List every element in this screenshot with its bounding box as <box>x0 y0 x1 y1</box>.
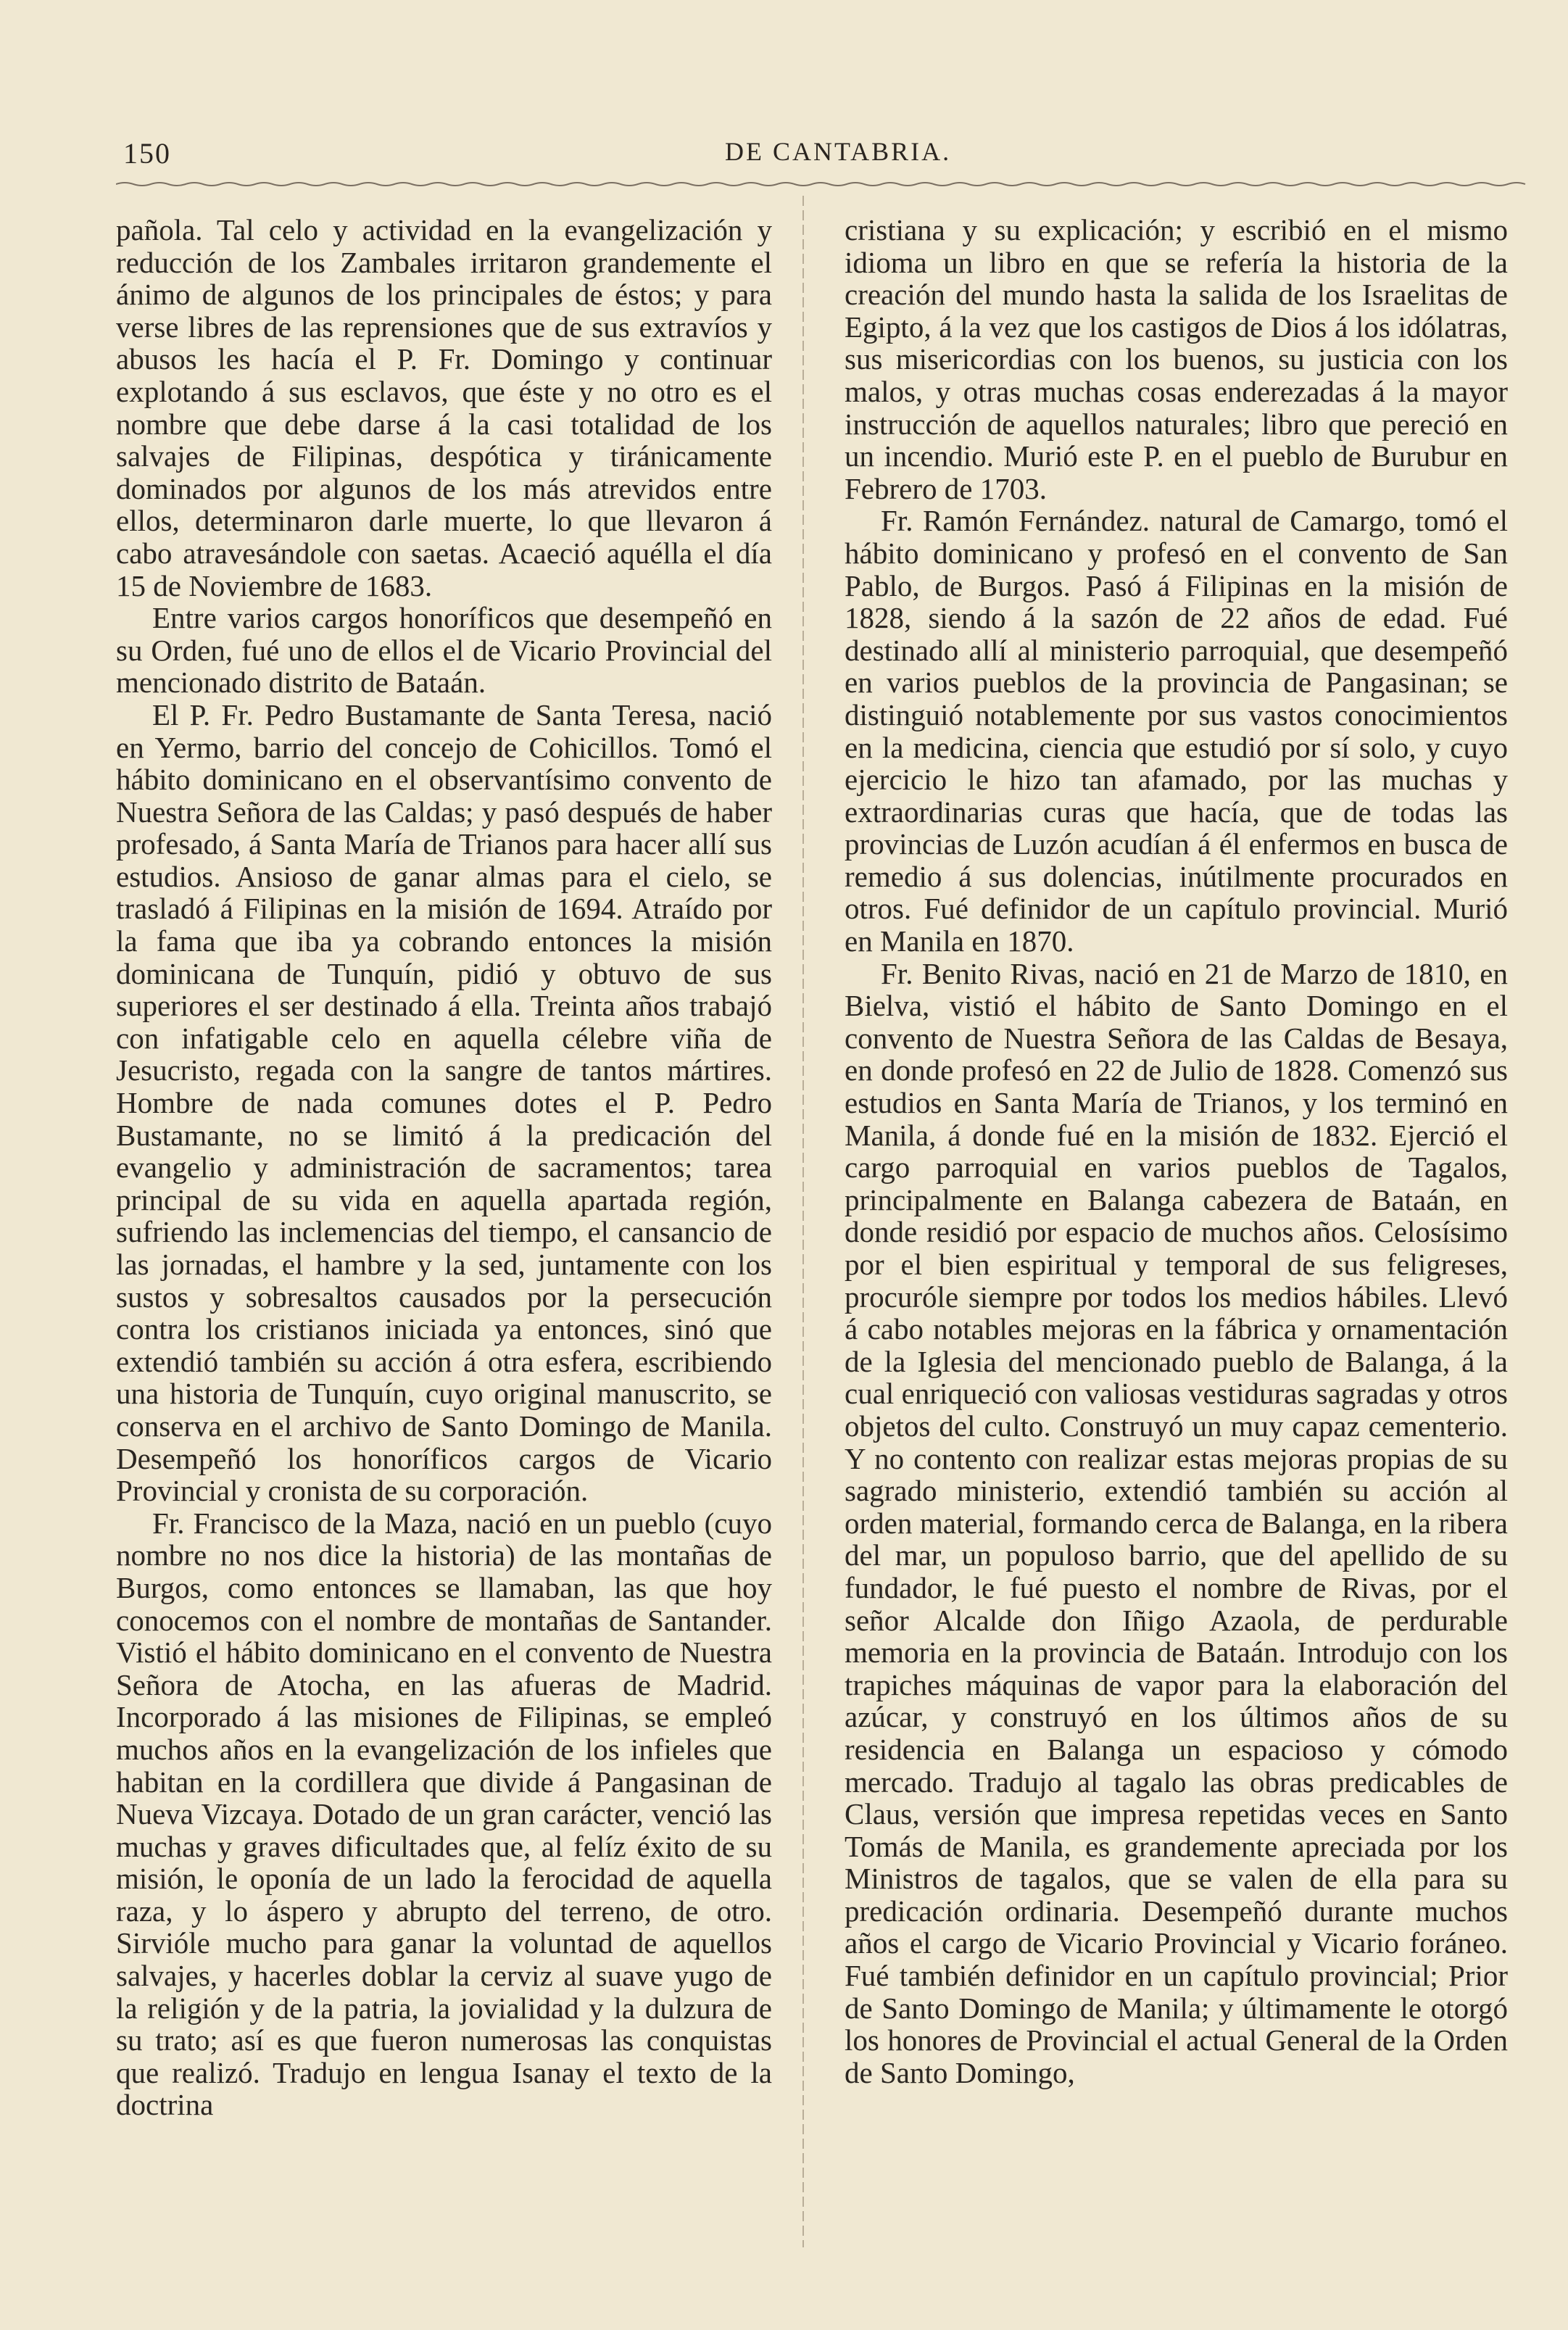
wavy-header-rule <box>116 181 1530 187</box>
right-column <box>845 214 1508 2089</box>
left-column <box>116 214 772 2121</box>
left-paragraph-1: pañola. Tal celo y actividad en la evangelización y reducción de los Zambales irritaron grandemente el ánimo de algunos de los principales de éstos; y para verse libres de las reprensiones que de sus extravíos y abusos les hacía el P. Fr. Domingo y continuar explotando á sus esclavos, que éste y no otro es el nombre que debe darse á la casi totalidad de los salvajes de Filipinas, despótica y tiránicamente dominados por algunos de los más atrevidos entre ellos, determinaron darle muerte, lo que llevaron á cabo atravesándole con saetas. Acaeció aquélla el día 15 de Noviembre de 1683. <box>116 213 772 602</box>
right-paragraph-3: Fr. Benito Rivas, nació en 21 de Marzo de 1810, en Bielva, vistió el hábito de Santo Domingo en el convento de Nuestra Señora de las Caldas de Besaya, en donde profesó en 22 de Julio de 1828. Comenzó sus estudios en Santa María de Trianos, y los terminó en Manila, á donde fué en la misión de 1832. Ejerció el cargo parroquial en varios pueblos de Tagalos, principalmente en Balanga cabezera de Bataán, en donde residió por espacio de muchos años. Celosísimo por el bien espiritual y temporal de sus feligreses, procuróle siempre por todos los medios hábiles. Llevó á cabo notables mejoras en la fábrica y ornamentación de la Iglesia del mencionado pueblo de Balanga, á la cual enriqueció con valiosas vestiduras sagradas y otros objetos del culto. Construyó un muy capaz cementerio. Y no contento con realizar estas mejoras propias de su sagrado ministerio, extendió también su acción al orden material, formando cerca de Balanga, en la ribera del mar, un populoso barrio, que del apellido de su fundador, le fué puesto el nombre de Rivas, por el señor Alcalde don Iñigo Azaola, de perdurable memoria en la provincia de Bataán. Introdujo con los trapiches máquinas de vapor para la elaboración del azúcar, y construyó en los últimos años de su residencia en Balanga un espacioso y cómodo mercado. Tradujo al tagalo las obras predicables de Claus, versión que impresa repetidas veces en Santo Tomás de Manila, es grandemente apreciada por los Ministros de tagalos, que se valen de ella para su predicación ordinaria. Desempeñó durante muchos años el cargo de Vicario Provincial y Vicario foráneo. Fué también definidor en un capítulo provincial; Prior de Santo Domingo de Manila; y últimamente le otorgó los honores de Provincial el actual General de la Orden de Santo Domingo, <box>845 956 1508 2089</box>
right-paragraph-1: cristiana y su explicación; y escribió en el mismo idioma un libro en que se refería la historia de la creación del mundo hasta la salida de los Israelitas de Egipto, á la vez que los castigos de Dios á los idólatras, sus misericordias con los buenos, su justicia con los malos, y otras muchas cosas enderezadas á la mayor instrucción de aquellos naturales; libro que pereció en un incendio. Murió este P. en el pueblo de Burubur en Febrero de 1703. <box>845 213 1508 505</box>
right-paragraph-2: Fr. Ramón Fernández. natural de Camargo, tomó el hábito dominicano y profesó en el convento de San Pablo, de Burgos. Pasó á Filipinas en la misión de 1828, siendo á la sazón de 22 años de edad. Fué destinado allí al ministerio parroquial, que desempeñó en varios pueblos de la provincia de Pangasinan; se distinguió notablemente por sus vastos conocimientos en la medicina, ciencia que estudió por sí solo, y cuyo ejercicio le hizo tan afamado, por las muchas y extraordinarias curas que hacía, que de todas las provincias de Luzón acudían á él enfermos en busca de remedio á sus dolencias, inútilmente procurados en otros. Fué definidor de un capítulo provincial. Murió en Manila en 1870. <box>845 504 1508 958</box>
column-divider <box>802 196 805 2247</box>
running-head <box>123 136 1522 180</box>
running-title: DE CANTABRIA. <box>725 137 952 166</box>
left-paragraph-4: Fr. Francisco de la Maza, nació en un pueblo (cuyo nombre no nos dice la historia) de las montañas de Burgos, como entonces se llamaban, las que hoy conocemos con el nombre de montañas de Santander. Vistió el hábito dominicano en el convento de Nuestra Señora de Atocha, en las afueras de Madrid. Incorporado á las misiones de Filipinas, se empleó muchos años en la evangelización de los infieles que habitan en la cordillera que divide á Pangasinan de Nueva Vizcaya. Dotado de un gran carácter, venció las muchas y graves dificultades que, al felíz éxito de su misión, le oponía de un lado la ferocidad de aquella raza, y lo áspero y abrupto del terreno, de otro. Sirvióle mucho para ganar la voluntad de aquellos salvajes, y hacerles doblar la cerviz al suave yugo de la religión y de la patria, la jovialidad y la dulzura de su trato; así es que fueron numerosas las conquistas que realizó. Tradujo en lengua Isanay el texto de la doctrina <box>116 1506 772 2122</box>
page-number: 150 <box>123 137 171 170</box>
left-paragraph-3: El P. Fr. Pedro Bustamante de Santa Teresa, nació en Yermo, barrio del concejo de Cohicillos. Tomó el hábito dominicano en el observantísimo convento de Nuestra Señora de las Caldas; y pasó después de haber profesado, á Santa María de Trianos para hacer allí sus estudios. Ansioso de ganar almas para el cielo, se trasladó á Filipinas en la misión de 1694. Atraído por la fama que iba ya cobrando entonces la misión dominicana de Tunquín, pidió y obtuvo de sus superiores el ser destinado á ella. Treinta años trabajó con infatigable celo en aquella célebre viña de Jesucristo, regada con la sangre de tantos mártires. Hombre de nada comunes dotes el P. Pedro Bustamante, no se limitó á la predicación del evangelio y administración de sacramentos; tarea principal de su vida en aquella apartada región, sufriendo las inclemencias del tiempo, el cansancio de las jornadas, el hambre y la sed, juntamente con los sustos y sobresaltos causados por la persecución contra los cristianos iniciada ya entonces, sinó que extendió también su acción á otra esfera, escribiendo una historia de Tunquín, cuyo original manuscrito, se conserva en el archivo de Santo Domingo de Manila. Desempeñó los honoríficos cargos de Vicario Provincial y cronista de su corporación. <box>116 697 772 1508</box>
left-paragraph-2: Entre varios cargos honoríficos que desempeñó en su Orden, fué uno de ellos el de Vicario Provincial del mencionado distrito de Bataán. <box>116 601 772 700</box>
